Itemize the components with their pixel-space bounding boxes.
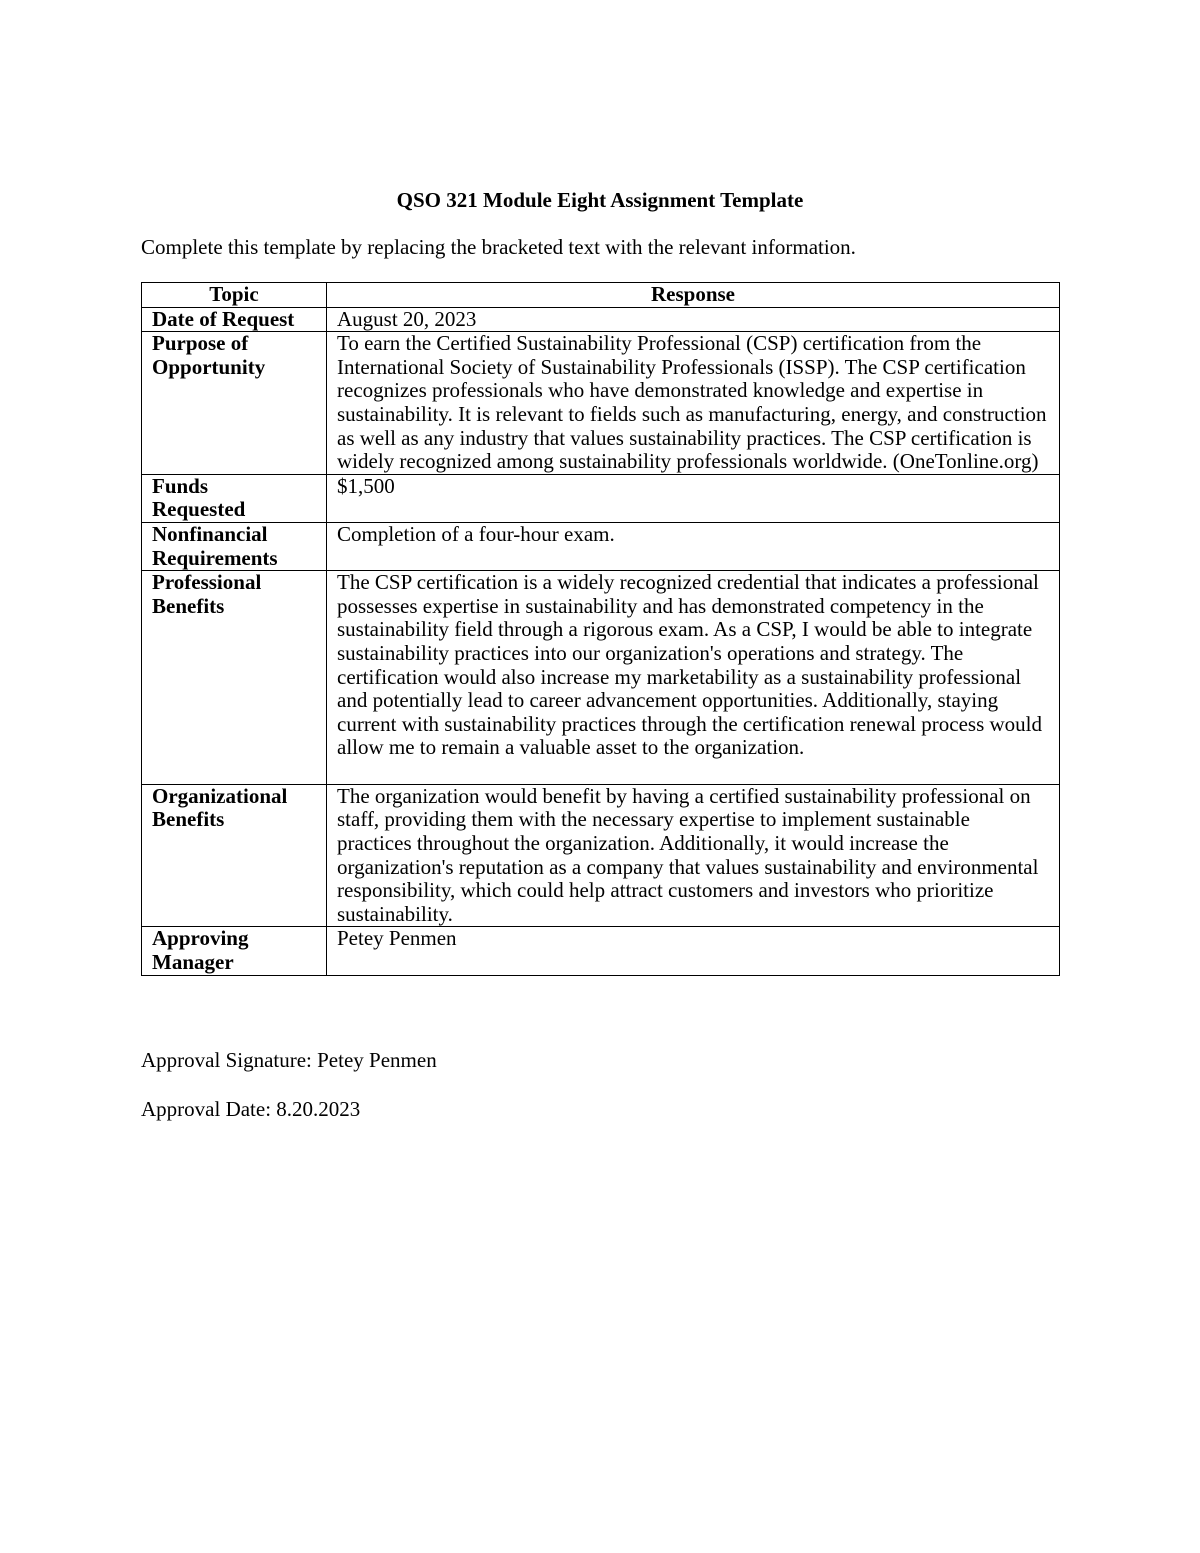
table-row-nonfinancial-requirements bbox=[142, 522, 1060, 570]
topic-cell: Purpose of Opportunity bbox=[142, 332, 327, 475]
header-response: Response bbox=[327, 283, 1060, 308]
topic-cell: Professional Benefits bbox=[142, 571, 327, 785]
table-row-approving-manager bbox=[142, 927, 1060, 975]
response-cell: To earn the Certified Sustainability Professional (CSP) certification from the International Society of Sustainability Professionals (ISSP). The CSP certification recognizes professionals who have demonstrated knowledge and expertise in sustainability. It is relevant to fields such as manufacturing, energy, and construction as well as any industry that values sustainability practices. The CSP certification is widely recognized among sustainability professionals worldwide. (OneTonline.org) bbox=[327, 332, 1060, 475]
response-cell: $1,500 bbox=[327, 474, 1060, 522]
table-row-date-of-request bbox=[142, 307, 1060, 332]
topic-cell: Nonfinancial Requirements bbox=[142, 522, 327, 570]
topic-cell: Funds Requested bbox=[142, 474, 327, 522]
instructions-text: Complete this template by replacing the bracketed text with the relevant information. bbox=[141, 235, 856, 259]
request-table bbox=[141, 282, 1060, 976]
response-cell: The CSP certification is a widely recognized credential that indicates a professional possesses expertise in sustainability and has demonstrated competency in the sustainability field through a rigorous exam. As a CSP, I would be able to integrate sustainability practices into our organization's operations and strategy. The certification would also increase my marketability as a sustainability professional and potentially lead to career advancement opportunities. Additionally, staying current with sustainability practices through the certification renewal process would allow me to remain a valuable asset to the organization. bbox=[327, 571, 1060, 785]
response-cell: August 20, 2023 bbox=[327, 307, 1060, 332]
topic-cell: Approving Manager bbox=[142, 927, 327, 975]
page-title: QSO 321 Module Eight Assignment Template bbox=[396, 188, 804, 212]
approval-signature: Approval Signature: Petey Penmen bbox=[141, 1048, 437, 1072]
topic-cell: Organizational Benefits bbox=[142, 784, 327, 927]
table-row-organizational-benefits bbox=[142, 784, 1060, 927]
response-cell: Completion of a four-hour exam. bbox=[327, 522, 1060, 570]
table-header-row bbox=[142, 283, 1060, 308]
response-cell: Petey Penmen bbox=[327, 927, 1060, 975]
approval-date: Approval Date: 8.20.2023 bbox=[141, 1097, 361, 1121]
response-cell: The organization would benefit by having a certified sustainability professional on staff, providing them with the necessary expertise to implement sustainable practices throughout the organization. Additionally, it would increase the organization's reputation as a company that values sustainability and environmental responsibility, which could help attract customers and investors who prioritize sustainability. bbox=[327, 784, 1060, 927]
table-row-professional-benefits bbox=[142, 571, 1060, 785]
topic-cell: Date of Request bbox=[142, 307, 327, 332]
header-topic: Topic bbox=[142, 283, 327, 308]
table-row-purpose-of-opportunity bbox=[142, 332, 1060, 475]
table-row-funds-requested bbox=[142, 474, 1060, 522]
